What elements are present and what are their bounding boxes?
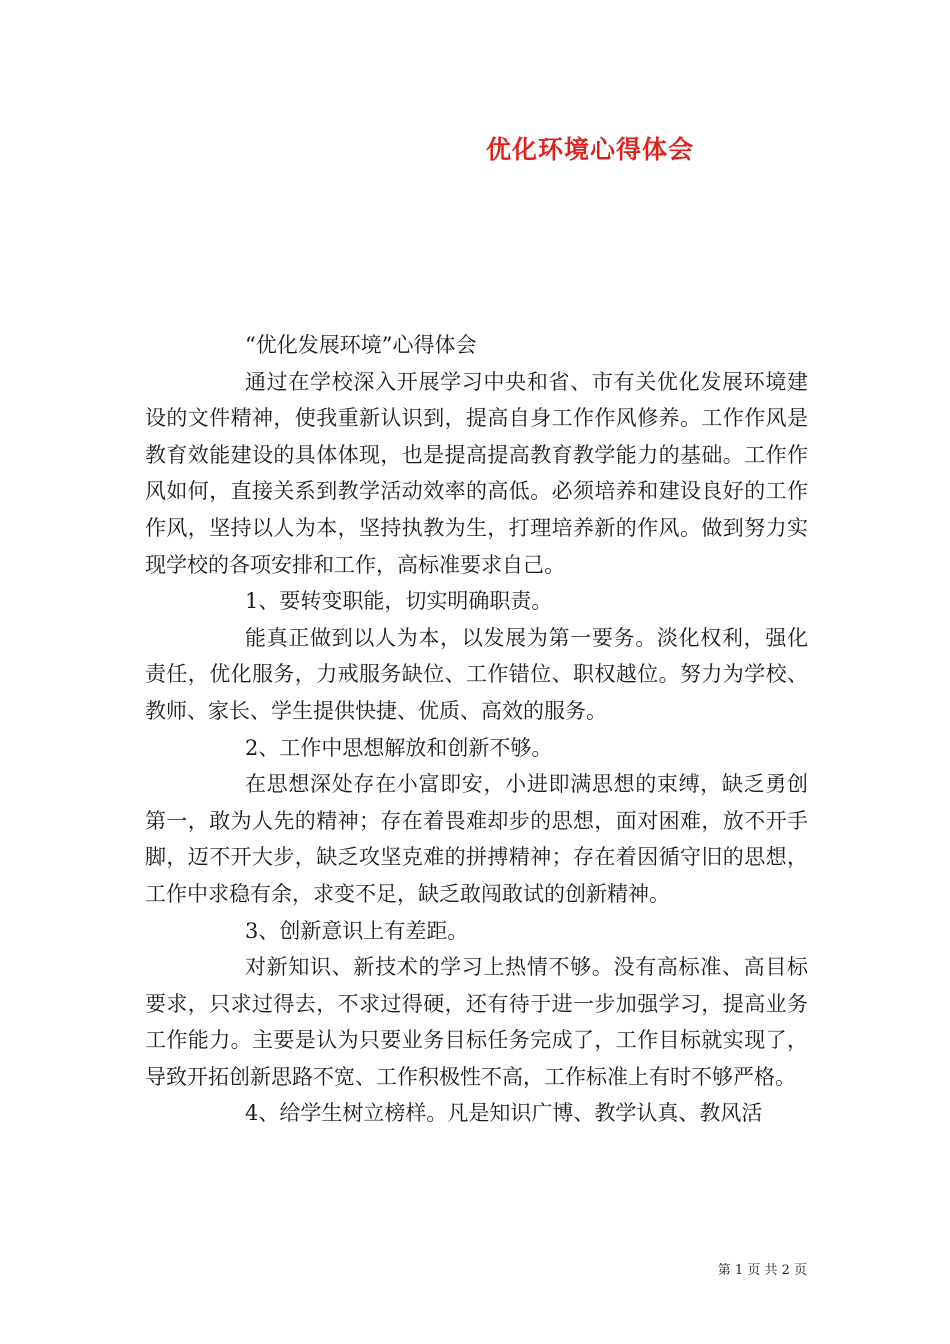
document-body	[145, 327, 808, 1132]
page-number-footer: 第 1 页 共 2 页	[717, 1263, 807, 1278]
paragraph-section-1: 能真正做到以人为本，以发展为第一要务。淡化权利，强化责任，优化服务，力戒服务缺位、工作错位、职权越位。努力为学校、教师、家长、学生提供快捷、优质、高效的服务。	[145, 625, 808, 723]
section-heading-3: 3、创新意识上有差距。	[245, 918, 469, 943]
document-title: 优化环境心得体会	[485, 135, 694, 164]
section-heading-2: 2、工作中思想解放和创新不够。	[245, 735, 553, 760]
paragraph-intro: 通过在学校深入开展学习中央和省、市有关优化发展环境建设的文件精神，使我重新认识到，提高自身工作作风修养。工作作风是教育效能建设的具体体现，也是提高提高教育教学能力的基础。工作作风如何，直接关系到教学活动效率的高低。必须培养和建设良好的工作作风，坚持以人为本，坚持执教为生，打理培养新的作风。做到努力实现学校的各项安排和工作，高标准要求自己。	[145, 369, 808, 577]
section-heading-4: 4、给学生树立榜样。凡是知识广博、教学认真、教风活	[245, 1101, 763, 1126]
paragraph-heading: “优化发展环境”心得体会	[245, 333, 477, 357]
paragraph-section-2: 在思想深处存在小富即安，小进即满思想的束缚，缺乏勇创第一，敢为人先的精神；存在着畏难却步的思想，面对困难，放不开手脚，迈不开大步，缺乏攻坚克难的拼搏精神；存在着因循守旧的思想，工作中求稳有余，求变不足，缺乏敢闯敢试的创新精神。	[145, 772, 808, 906]
paragraph-section-3: 对新知识、新技术的学习上热情不够。没有高标准、高目标要求，只求过得去，不求过得硬，还有待于进一步加强学习，提高业务工作能力。主要是认为只要业务目标任务完成了，工作目标就实现了，导致开拓创新思路不宽、工作积极性不高，工作标准上有时不够严格。	[145, 955, 808, 1089]
section-heading-1: 1、要转变职能，切实明确职责。	[245, 589, 553, 614]
